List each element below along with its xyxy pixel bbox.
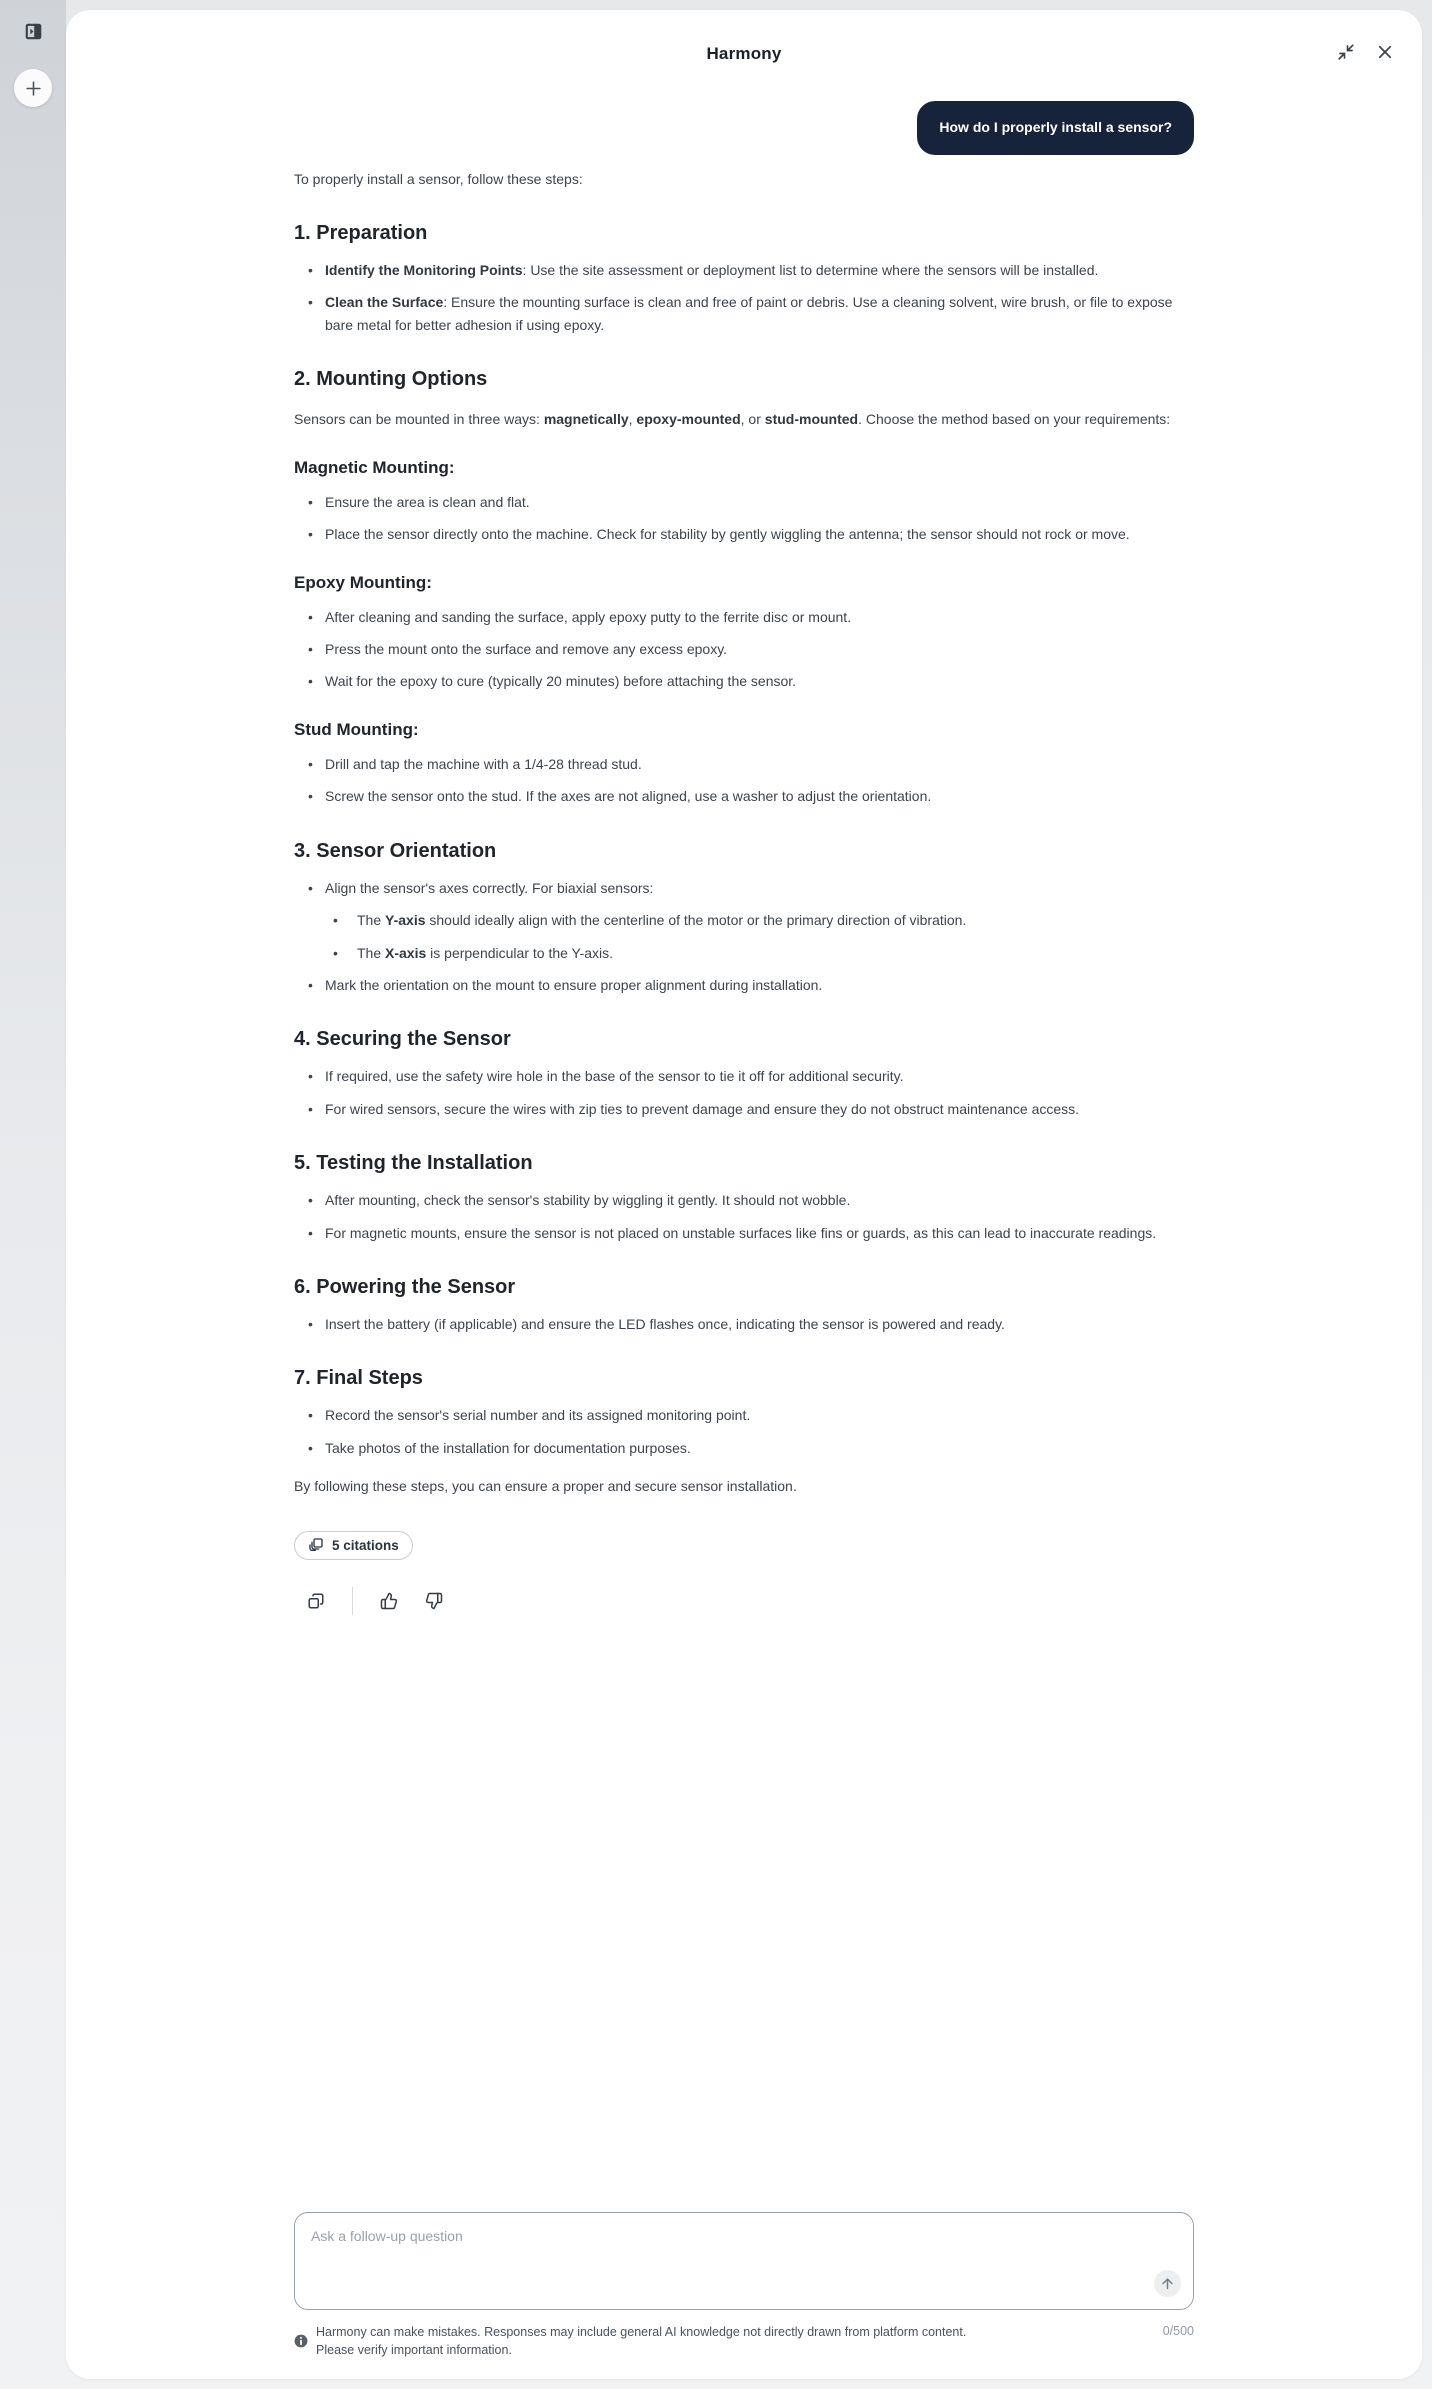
assistant-bullet bbox=[294, 1313, 1194, 1335]
text: Ensure the area is clean and flat. bbox=[325, 493, 530, 510]
citations-button[interactable] bbox=[294, 1531, 413, 1560]
disclaimer-group bbox=[294, 2323, 966, 2359]
text: Insert the battery (if applicable) and ensure the LED flashes once, indicating the sensor is powered and ready. bbox=[325, 1315, 1005, 1332]
assistant-bullet bbox=[294, 1404, 1194, 1426]
assistant-bullet bbox=[294, 606, 1194, 628]
bold-text: stud-mounted bbox=[764, 411, 859, 428]
header-actions bbox=[1337, 43, 1394, 61]
assistant-section-heading: 5. Testing the Installation bbox=[294, 1152, 533, 1175]
assistant-sublist bbox=[325, 909, 1194, 964]
text: Align the sensor's axes correctly. For biaxial sensors: bbox=[325, 879, 654, 896]
assistant-bullet bbox=[294, 785, 1194, 807]
assistant-section-heading: 6. Powering the Sensor bbox=[294, 1275, 516, 1298]
assistant-bullet bbox=[294, 974, 1194, 996]
stacked-pages-icon bbox=[308, 1537, 324, 1553]
thumbs-up-button[interactable] bbox=[380, 1592, 398, 1610]
text: To properly install a sensor, follow these steps: bbox=[294, 170, 583, 187]
disclaimer-line-1: Harmony can make mistakes. Responses may include general AI knowledge not directly drawn from platform content. bbox=[316, 2324, 967, 2339]
assistant-bullet bbox=[294, 1222, 1194, 1244]
actions-divider bbox=[352, 1587, 353, 1615]
assistant-bullet bbox=[294, 1065, 1194, 1087]
info-icon bbox=[294, 2334, 308, 2348]
assistant-list bbox=[294, 606, 1194, 693]
copy-icon bbox=[307, 1592, 325, 1610]
composer-footer bbox=[294, 2323, 1194, 2359]
plus-icon bbox=[24, 79, 43, 98]
text: By following these steps, you can ensure a proper and secure sensor installation. bbox=[294, 1478, 797, 1495]
disclaimer-line-2: Please verify important information. bbox=[316, 2342, 512, 2357]
text: For magnetic mounts, ensure the sensor is not placed on unstable surfaces like fins or guards, as this can lead to inaccurate readings. bbox=[325, 1224, 1157, 1241]
harmony-panel bbox=[66, 10, 1422, 2379]
sidebar-toggle-button[interactable] bbox=[22, 20, 44, 42]
panel-expand-icon bbox=[25, 23, 42, 40]
thumbs-down-button[interactable] bbox=[425, 1592, 443, 1610]
text: Place the sensor directly onto the machine. Check for stability by gently wiggling the antenna; the sensor should not rock or move. bbox=[325, 526, 1130, 543]
assistant-bullet bbox=[294, 259, 1194, 281]
text: : Ensure the mounting surface is clean and free of paint or debris. Use a cleaning solvent, wire brush, or file to expose bare metal for better adhesion if using epoxy. bbox=[325, 294, 1173, 333]
assistant-paragraph bbox=[294, 1475, 1194, 1497]
copy-button[interactable] bbox=[307, 1592, 325, 1610]
assistant-list bbox=[294, 1313, 1194, 1335]
assistant-bullet bbox=[294, 291, 1194, 336]
bold-text: Y-axis bbox=[385, 912, 426, 929]
followup-input-box bbox=[294, 2212, 1194, 2310]
chat-content bbox=[294, 101, 1194, 1615]
assistant-bullet bbox=[294, 877, 1194, 964]
text: After mounting, check the sensor's stability by wiggling it gently. It should not wobble. bbox=[325, 1192, 851, 1209]
assistant-section-heading: Magnetic Mounting: bbox=[294, 457, 455, 477]
assistant-bullet bbox=[294, 753, 1194, 775]
text: Press the mount onto the surface and remove any excess epoxy. bbox=[325, 641, 728, 658]
assistant-bullet bbox=[325, 909, 1194, 931]
assistant-list bbox=[294, 259, 1194, 336]
collapse-arrows-icon bbox=[1337, 43, 1355, 61]
assistant-bullet bbox=[294, 491, 1194, 513]
chat-scroll-area[interactable] bbox=[66, 74, 1422, 2212]
text: The bbox=[357, 912, 386, 929]
assistant-bullet bbox=[294, 523, 1194, 545]
citations-row bbox=[294, 1511, 1194, 1560]
assistant-bullet bbox=[294, 1437, 1194, 1459]
new-chat-button[interactable] bbox=[14, 69, 52, 107]
bold-text: X-axis bbox=[385, 944, 427, 961]
bold-text: epoxy-mounted bbox=[636, 411, 741, 428]
collapse-button[interactable] bbox=[1337, 43, 1355, 61]
assistant-message bbox=[294, 168, 1194, 1498]
assistant-section-heading: 7. Final Steps bbox=[294, 1367, 423, 1390]
message-actions bbox=[294, 1587, 1194, 1615]
user-message-bubble: How do I properly install a sensor? bbox=[917, 101, 1194, 155]
text: is perpendicular to the Y-axis. bbox=[426, 944, 614, 961]
assistant-list bbox=[294, 753, 1194, 808]
assistant-list bbox=[294, 1189, 1194, 1244]
text: The bbox=[357, 944, 386, 961]
assistant-list bbox=[294, 1065, 1194, 1120]
text: : Use the site assessment or deployment list to determine where the sensors will be installed. bbox=[522, 261, 1099, 278]
assistant-bullet bbox=[294, 1098, 1194, 1120]
text: , or bbox=[740, 411, 765, 428]
text: Record the sensor's serial number and its assigned monitoring point. bbox=[325, 1407, 751, 1424]
disclaimer-text bbox=[316, 2323, 966, 2359]
assistant-list bbox=[294, 491, 1194, 546]
assistant-bullet bbox=[325, 942, 1194, 964]
text: Take photos of the installation for documentation purposes. bbox=[325, 1439, 691, 1456]
thumbs-down-icon bbox=[425, 1592, 443, 1610]
bold-text: Clean the Surface bbox=[325, 294, 444, 311]
char-counter: 0/500 bbox=[1162, 2323, 1194, 2338]
bold-text: Identify the Monitoring Points bbox=[325, 261, 523, 278]
panel-header bbox=[66, 10, 1422, 74]
assistant-section-heading: Stud Mounting: bbox=[294, 719, 419, 739]
assistant-list bbox=[294, 877, 1194, 997]
send-button[interactable] bbox=[1154, 2270, 1181, 2297]
assistant-bullet bbox=[294, 638, 1194, 660]
assistant-bullet bbox=[294, 670, 1194, 692]
followup-input[interactable] bbox=[295, 2213, 1193, 2309]
text: should ideally align with the centerline of the motor or the primary direction of vibration. bbox=[425, 912, 967, 929]
assistant-section-heading: 4. Securing the Sensor bbox=[294, 1028, 511, 1051]
text: Wait for the epoxy to cure (typically 20 minutes) before attaching the sensor. bbox=[325, 673, 797, 690]
assistant-paragraph bbox=[294, 408, 1194, 430]
text: Drill and tap the machine with a 1/4-28 thread stud. bbox=[325, 756, 642, 773]
assistant-paragraph bbox=[294, 168, 1194, 190]
text: . Choose the method based on your requirements: bbox=[858, 411, 1171, 428]
assistant-section-heading: 2. Mounting Options bbox=[294, 368, 488, 391]
text: For wired sensors, secure the wires with zip ties to prevent damage and ensure they do not obstruct maintenance access. bbox=[325, 1100, 1080, 1117]
text: Sensors can be mounted in three ways: bbox=[294, 411, 544, 428]
composer bbox=[294, 2212, 1194, 2379]
x-icon bbox=[1376, 43, 1394, 61]
assistant-section-heading: 1. Preparation bbox=[294, 221, 428, 244]
close-button[interactable] bbox=[1376, 43, 1394, 61]
assistant-list bbox=[294, 1404, 1194, 1459]
bold-text: magnetically bbox=[543, 411, 629, 428]
assistant-section-heading: 3. Sensor Orientation bbox=[294, 839, 497, 862]
assistant-bullet bbox=[294, 1189, 1194, 1211]
text: , bbox=[628, 411, 637, 428]
thumbs-up-icon bbox=[380, 1592, 398, 1610]
left-rail bbox=[0, 0, 66, 2389]
citations-label: 5 citations bbox=[332, 1537, 399, 1553]
text: After cleaning and sanding the surface, apply epoxy putty to the ferrite disc or mount. bbox=[325, 608, 852, 625]
text: If required, use the safety wire hole in the base of the sensor to tie it off for additional security. bbox=[325, 1068, 904, 1085]
user-message-row bbox=[294, 101, 1194, 155]
assistant-section-heading: Epoxy Mounting: bbox=[294, 572, 432, 592]
text: Screw the sensor onto the stud. If the axes are not aligned, use a washer to adjust the orientation. bbox=[325, 788, 932, 805]
text: Mark the orientation on the mount to ensure proper alignment during installation. bbox=[325, 977, 823, 994]
arrow-up-icon bbox=[1160, 2276, 1175, 2291]
panel-title: Harmony bbox=[706, 44, 782, 63]
